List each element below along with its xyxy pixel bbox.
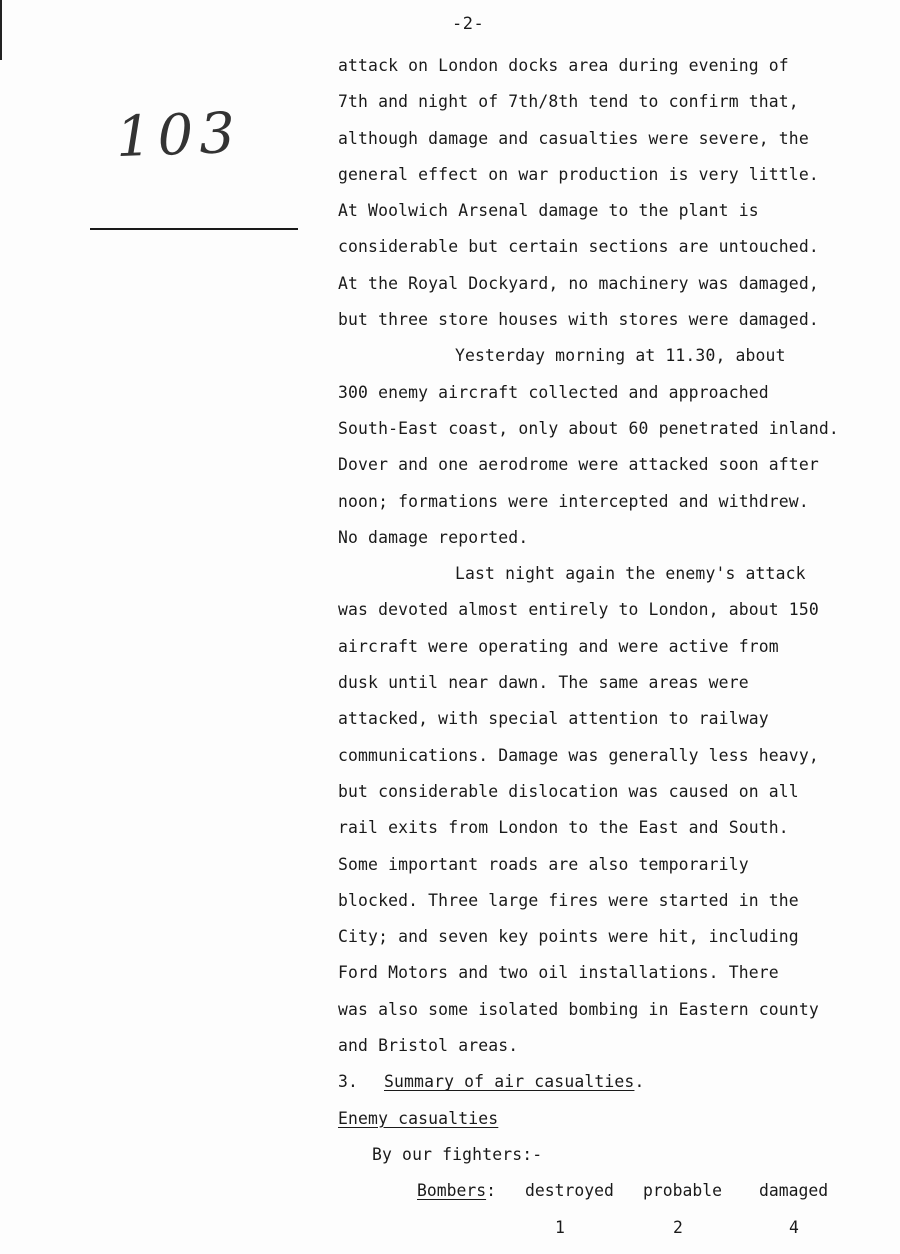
value-probable: 2 xyxy=(673,1217,683,1237)
handwritten-margin-note: 103 xyxy=(114,100,242,171)
column-probable: probable xyxy=(643,1181,722,1201)
text-line: No damage reported. xyxy=(338,527,529,547)
text-line: but three store houses with stores were damaged. xyxy=(338,310,819,330)
text-line: Last night again the enemy's attack xyxy=(455,564,806,584)
text-line: 300 enemy aircraft collected and approached xyxy=(338,382,769,402)
subheading-line xyxy=(338,1101,883,1137)
section-title: Summary of air casualties xyxy=(384,1072,635,1092)
scan-edge-line xyxy=(0,0,2,60)
text-line: rail exits from London to the East and South. xyxy=(338,818,789,838)
text-line: attack on London docks area during evening of xyxy=(338,56,789,75)
text-line: but considerable dislocation was caused on all xyxy=(338,781,799,801)
text-line: attacked, with special attention to railway xyxy=(338,709,769,729)
text-line: Ford Motors and two oil installations. There xyxy=(338,963,779,983)
text-line: and Bristol areas. xyxy=(338,1036,519,1056)
text-line: although damage and casualties were severe, the xyxy=(338,128,809,148)
body-text xyxy=(338,48,883,1246)
column-destroyed: destroyed xyxy=(525,1181,614,1201)
text-line: general effect on war production is very little. xyxy=(338,164,819,184)
text-line: blocked. Three large fires were started in the xyxy=(338,890,799,910)
text-line: was also some isolated bombing in Eastern county xyxy=(338,999,819,1019)
text-line: 7th and night of 7th/8th tend to confirm that, xyxy=(338,92,799,112)
text-line: Some important roads are also temporarily xyxy=(338,854,749,874)
section-heading xyxy=(338,1064,883,1100)
text-line: noon; formations were intercepted and withdrew. xyxy=(338,491,809,511)
value-damaged: 4 xyxy=(789,1217,799,1237)
column-damaged: damaged xyxy=(759,1181,829,1201)
margin-rule xyxy=(90,228,298,230)
value-destroyed: 1 xyxy=(555,1217,565,1237)
enemy-casualties-subheading: Enemy casualties xyxy=(338,1108,499,1128)
text-line: communications. Damage was generally less heavy, xyxy=(338,745,819,765)
text-line: dusk until near dawn. The same areas were xyxy=(338,673,749,693)
text-line: Yesterday morning at 11.30, about xyxy=(455,346,786,366)
text-line: At Woolwich Arsenal damage to the plant is xyxy=(338,201,759,221)
casualty-table-values xyxy=(338,1210,883,1246)
text-line: South-East coast, only about 60 penetrated inland. xyxy=(338,418,839,438)
text-line: considerable but certain sections are untouched. xyxy=(338,237,819,257)
page-number: -2- xyxy=(452,14,485,34)
section-title-suffix: . xyxy=(634,1072,645,1092)
text-line: aircraft were operating and were active from xyxy=(338,636,779,656)
casualty-table-header xyxy=(338,1173,883,1209)
by-fighters-line: By our fighters:- xyxy=(372,1144,543,1164)
text-line: was devoted almost entirely to London, about 150 xyxy=(338,600,819,620)
text-line: City; and seven key points were hit, including xyxy=(338,927,799,947)
text-line: At the Royal Dockyard, no machinery was damaged, xyxy=(338,273,819,293)
text-line: Dover and one aerodrome were attacked soon after xyxy=(338,455,819,475)
section-number: 3. xyxy=(338,1072,359,1092)
bombers-label: Bombers: xyxy=(417,1181,496,1201)
